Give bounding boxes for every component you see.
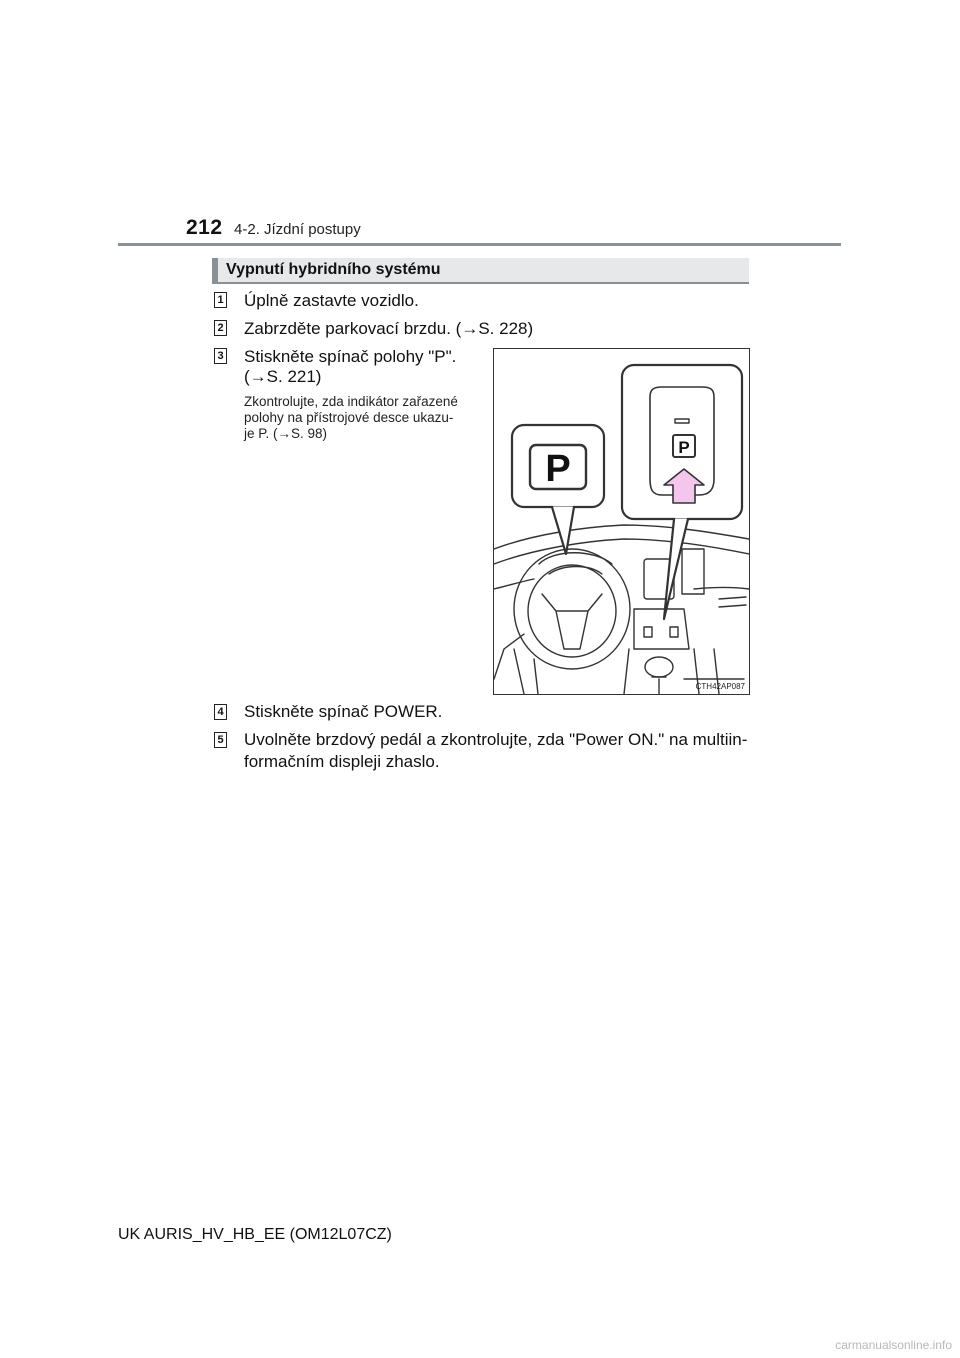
heading-accent-bar — [212, 258, 218, 282]
step-text-3-line1: Stiskněte spínač polohy "P". — [244, 347, 457, 366]
watermark: carmanualsonline.info — [835, 1338, 952, 1352]
step-text-3-line2: (→S. 221) — [244, 367, 322, 386]
step-number-2: 2 — [214, 320, 227, 336]
note-line-1: Zkontrolujte, zda indikátor zařazené — [244, 394, 458, 409]
note-line-2: polohy na přístrojové desce ukazu- — [244, 410, 454, 425]
step-text-2: Zabrzděte parkovací brzdu. (→S. 228) — [244, 319, 534, 338]
note-line-3: je P. (→S. 98) — [244, 426, 328, 441]
step-text-5-line1: Uvolněte brzdový pedál a zkontrolujte, zda "Power ON." na multiin- — [244, 730, 748, 749]
step-number-5: 5 — [214, 732, 227, 748]
step-text-1: Úplně zastavte vozidlo. — [244, 291, 419, 310]
button-p-letter: P — [678, 438, 690, 457]
section-heading — [212, 258, 749, 284]
step-text-5-line2: formačním displeji zhaslo. — [244, 752, 440, 771]
dashboard-illustration — [493, 348, 750, 695]
figure-code: CTH42AP087 — [695, 682, 745, 691]
illustration-drawing — [494, 349, 749, 694]
step-number-3: 3 — [214, 348, 227, 364]
step-number-1: 1 — [214, 292, 227, 308]
step-text-4: Stiskněte spínač POWER. — [244, 702, 443, 721]
step-number-4: 4 — [214, 704, 227, 720]
callout-p-letter: P — [545, 448, 571, 490]
page-number: 212 — [186, 216, 223, 239]
header-rule — [118, 243, 841, 246]
section-title: Vypnutí hybridního systému — [226, 261, 441, 278]
footer-model-code: UK AURIS_HV_HB_EE (OM12L07CZ) — [118, 1226, 392, 1243]
section-reference: 4-2. Jízdní postupy — [234, 221, 361, 238]
note-text — [244, 394, 486, 442]
